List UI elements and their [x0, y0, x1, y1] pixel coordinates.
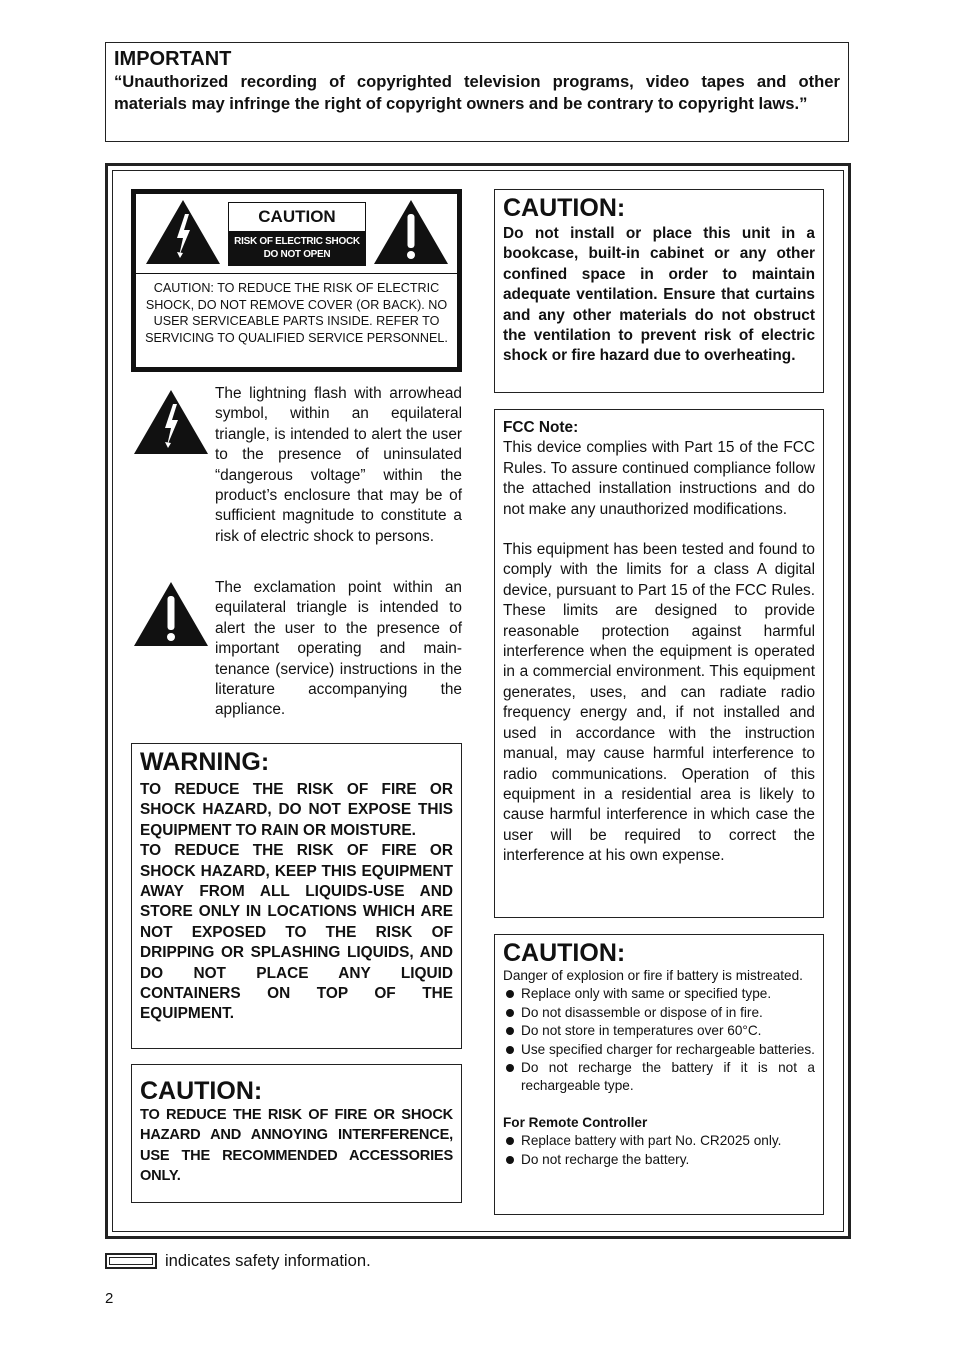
- important-notice: [105, 42, 849, 142]
- caution-accessories-text: TO REDUCE THE RISK OF FIRE OR SHOCK HAZARD AND ANNOYING INTERFERENCE, USE THE RECOMMENDED ACCESSORIES ONLY.: [140, 1107, 453, 1185]
- risk-of-shock-banner: [229, 231, 365, 265]
- caution-label-text: CAUTION: TO REDUCE THE RISK OF ELECTRIC SHOCK, DO NOT REMOVE COVER (OR BACK). NO USER SERVICEABLE PARTS INSIDE. REFER TO SERVICING TO QUALIFIED SERVICE PERSONNEL.: [145, 281, 448, 345]
- exclamation-symbol-icon: [132, 580, 210, 648]
- caution-ventilation-text: Do not install or place this unit in a bookcase, built-in cabinet or any other confined space in order to maintain adequate ventilation. Ensure that curtains and any other materials do not obstruct the ventilation to prevent risk of electric shock or fire hazard due to overheating.: [503, 225, 815, 365]
- warning-text-moisture: TO REDUCE THE RISK OF FIRE OR SHOCK HAZARD, DO NOT EXPOSE THIS EQUIPMENT TO RAIN OR MOISTURE.: [140, 781, 453, 839]
- battery-precautions-list: [503, 985, 815, 1095]
- lightning-symbol-text: The lightning flash with arrowhead symbol, within an equilateral triangle, is intended to alert the user to the presence of uninsulated “dangerous voltage” within the product’s enclosure that may be of sufficient magnitude to constitute a risk of electric shock to persons.: [215, 385, 462, 545]
- warning-text-liquids: TO REDUCE THE RISK OF FIRE OR SHOCK HAZARD, KEEP THIS EQUIPMENT AWAY FROM ALL LIQUIDS-USE AND STORE ONLY IN LOCATIONS WHICH ARE NOT EXPOSED TO THE RISK OF DRIPPING OR SPLASHING LIQUIDS, AND DO NOT PLACE ANY LIQUID CONTAINERS ON TOP OF THE EQUIPMENT.: [140, 842, 453, 1023]
- lightning-triangle-icon: [144, 198, 222, 266]
- risk-line-2: DO NOT OPEN: [263, 249, 331, 260]
- exclamation-symbol-text: The exclamation point within an equilateral triangle is intended to alert the user to the presence of important operating and main-tenance (service) instructions in the literature accompanying the appliance.: [215, 579, 462, 719]
- list-item: Replace battery with part No. CR2025 only.: [503, 1132, 815, 1150]
- exclamation-triangle-icon: [372, 198, 450, 266]
- risk-line-1: RISK OF ELECTRIC SHOCK: [234, 236, 360, 247]
- list-item: Do not store in temperatures over 60°C.: [503, 1022, 815, 1040]
- fcc-note-paragraph-1: This device complies with Part 15 of the FCC Rules. To assure continued compliance follow the attached installation instructions and do not make any unauthorized modifications.: [503, 439, 815, 518]
- caution-label: [131, 189, 462, 372]
- caution-label-header: [136, 194, 457, 274]
- caution-label-center: [228, 202, 366, 266]
- caution-battery-title: CAUTION:: [503, 939, 626, 967]
- caution-accessories-box: [131, 1064, 462, 1203]
- fcc-note-box: [494, 409, 824, 918]
- list-item: Use specified charger for rechargeable batteries.: [503, 1041, 815, 1059]
- warning-title: WARNING:: [140, 748, 270, 776]
- caution-accessories-title: CAUTION:: [140, 1077, 263, 1105]
- fcc-note-title: FCC Note:: [503, 419, 579, 436]
- double-frame-icon: [105, 1253, 157, 1269]
- caution-battery-box: [494, 934, 824, 1215]
- caution-ventilation-box: [494, 189, 824, 393]
- important-text: “Unauthorized recording of copyrighted television programs, video tapes and other materials may infringe the right of copyright owners and be contrary to copyright laws.”: [114, 72, 840, 113]
- list-item: Do not recharge the battery if it is not a rechargeable type.: [503, 1059, 815, 1096]
- caution-label-heading: CAUTION: [258, 207, 336, 226]
- safety-legend-text: indicates safety information.: [165, 1251, 371, 1270]
- list-item: Replace only with same or specified type.: [503, 985, 815, 1003]
- remote-battery-list: [503, 1132, 815, 1169]
- caution-battery-intro: Danger of explosion or fire if battery is mistreated.: [503, 968, 803, 983]
- list-item: Do not recharge the battery.: [503, 1151, 815, 1169]
- list-item: Do not disassemble or dispose of in fire.: [503, 1004, 815, 1022]
- page-number: 2: [105, 1290, 114, 1307]
- lightning-symbol-icon: [132, 388, 210, 456]
- remote-controller-title: For Remote Controller: [503, 1114, 648, 1130]
- warning-box: [131, 743, 462, 1049]
- caution-ventilation-title: CAUTION:: [503, 194, 626, 222]
- important-title: IMPORTANT: [114, 48, 232, 70]
- fcc-note-paragraph-2: This equipment has been tested and found to comply with the limits for a class A digital device, pursuant to Part 15 of the FCC Rules. These limits are designed to provide reasonable protection against harmful interference when the equipment is operated in a commercial environment. This equipment generates, uses, and can radiate radio frequency energy and, if not installed and used in accordance with the instruction manual, may cause harmful interference to radio communications. Operation of this equipment in a residential area is likely to cause harmful interference in which case the user will be required to correct the interference at his own expense.: [503, 541, 815, 865]
